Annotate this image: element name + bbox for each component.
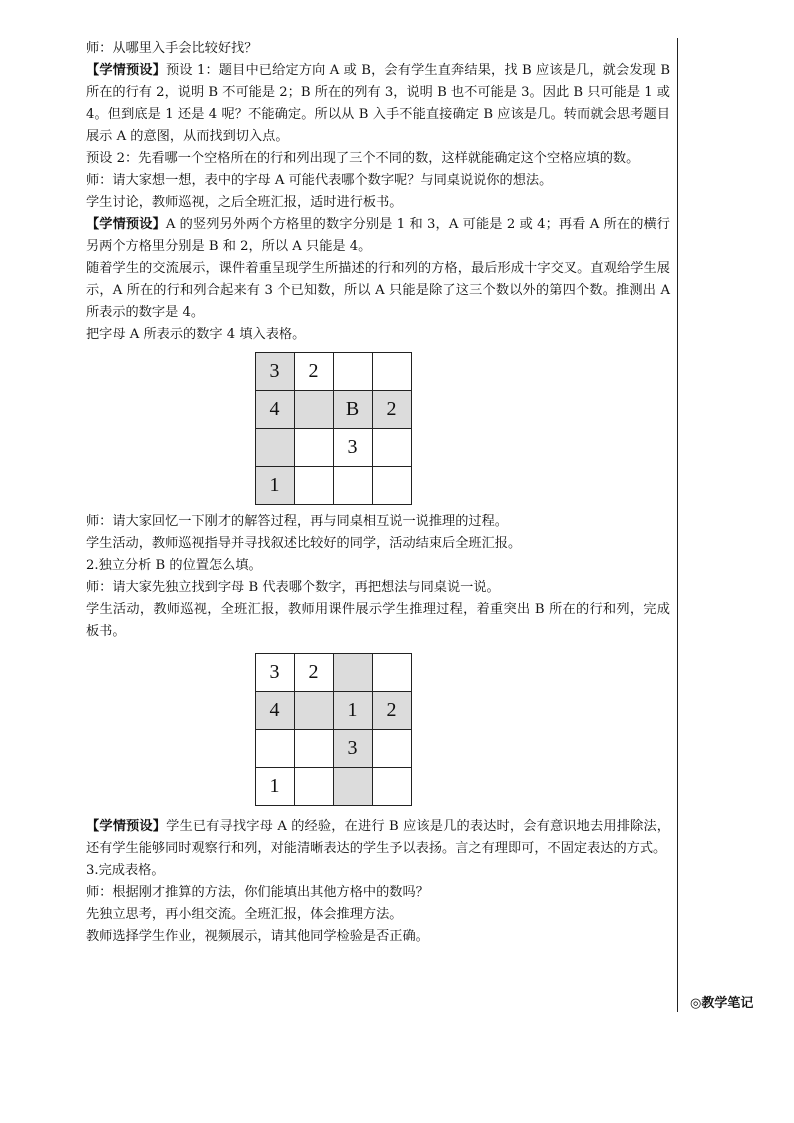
paragraph-text: 师：从哪里入手会比较好找？ [86, 41, 258, 56]
paragraph-text: 3.完成表格。 [86, 863, 165, 878]
grid-cell: 4 [255, 391, 294, 429]
paragraph-text: 师：请大家回忆一下刚才的解答过程，再与同桌相互说一说推理的过程。 [86, 514, 508, 529]
grid-cell [372, 654, 411, 692]
paragraph [86, 511, 670, 533]
grid-row [255, 391, 411, 429]
grid-row [255, 692, 411, 730]
paragraph-text: 教师选择学生作业，视频展示，请其他同学检验是否正确。 [86, 929, 429, 944]
paragraph-text: 预设 2：先看哪一个空格所在的行和列出现了三个不同的数，这样就能确定这个空格应填的数。 [86, 151, 640, 166]
teaching-notes-label: ◎教学笔记 [690, 996, 754, 1011]
grid-row [255, 353, 411, 391]
paragraph-text: 学生活动，教师巡视，全班汇报，教师用课件展示学生推理过程，着重突出 B 所在的行和列，完成板书。 [86, 602, 670, 639]
paragraph [86, 555, 670, 577]
grid-cell [294, 467, 333, 505]
grid-cell [294, 768, 333, 806]
paragraph [86, 860, 670, 882]
grid-cell [294, 692, 333, 730]
grid-cell [333, 353, 372, 391]
paragraph [86, 926, 670, 948]
grid-cell: 2 [294, 353, 333, 391]
grid-row [255, 429, 411, 467]
grid-row [255, 768, 411, 806]
preset-tag: 【学情预设】 [86, 217, 166, 232]
paragraph-text: A 的竖列另外两个方格里的数字分别是 1 和 3，A 可能是 2 或 4；再看 A 所在的横行另两个方格里分别是 B 和 2，所以 A 只能是 4。 [86, 217, 670, 254]
grid-cell: 2 [372, 391, 411, 429]
paragraph [86, 214, 670, 258]
grid-cell [294, 429, 333, 467]
grid-cell: 4 [255, 692, 294, 730]
grid-row [255, 730, 411, 768]
paragraph [86, 170, 670, 192]
paragraph [86, 38, 670, 60]
sudoku-grid-1 [255, 352, 412, 505]
section-b [86, 511, 670, 643]
paragraph-text: 学生已有寻找字母 A 的经验，在进行 B 应该是几的表达时，会有意识地去用排除法，还有学生能够同时观察行和列，对能清晰表达的学生予以表扬。言之有理即可，不固定表达的方式。 [86, 819, 670, 856]
paragraph [86, 882, 670, 904]
paragraph [86, 577, 670, 599]
grid-cell: 1 [255, 768, 294, 806]
grid-cell: 2 [294, 654, 333, 692]
grid-cell [255, 429, 294, 467]
section-a [86, 38, 670, 346]
paragraph-text: 师：请大家先独立找到字母 B 代表哪个数字，再把想法与同桌说一说。 [86, 580, 500, 595]
grid-cell: 3 [333, 730, 372, 768]
paragraph [86, 148, 670, 170]
paragraph-text: 2.独立分析 B 的位置怎么填。 [86, 558, 262, 573]
margin-divider-line [677, 38, 678, 1012]
sudoku-grid-2 [255, 653, 412, 806]
grid-cell [372, 730, 411, 768]
grid-cell [255, 730, 294, 768]
grid-cell [372, 429, 411, 467]
grid-cell: B [333, 391, 372, 429]
grid-row [255, 654, 411, 692]
paragraph [86, 258, 670, 324]
grid-1-wrap [86, 352, 670, 505]
grid-cell [333, 654, 372, 692]
lesson-body [86, 38, 670, 948]
grid-cell: 3 [255, 654, 294, 692]
paragraph-text: 预设 1：题目中已给定方向 A 或 B，会有学生直奔结果，找 B 应该是几，就会发现 B 所在的行有 2，说明 B 不可能是 2；B 所在的列有 3，说明 B 也不可能是 3。因此 B 只可能是 1 或 4。但到底是 1 还是 4 呢？不能确定。所以从 B 入手不能直接确定 B 应该是几。转而就会思考题目展示 A 的意图，从而找到切入点。 [86, 63, 671, 144]
paragraph-text: 把字母 A 所表示的数字 4 填入表格。 [86, 327, 306, 342]
paragraph [86, 533, 670, 555]
paragraph [86, 324, 670, 346]
grid-row [255, 467, 411, 505]
grid-cell: 3 [333, 429, 372, 467]
paragraph-text: 师：根据刚才推算的方法，你们能填出其他方格中的数吗？ [86, 885, 429, 900]
paragraph [86, 60, 670, 148]
grid-cell: 1 [333, 692, 372, 730]
grid-cell: 2 [372, 692, 411, 730]
preset-tag: 【学情预设】 [86, 63, 166, 78]
paragraph-text: 学生讨论，教师巡视，之后全班汇报，适时进行板书。 [86, 195, 403, 210]
grid-2-wrap [86, 653, 670, 806]
paragraph-text: 随着学生的交流展示，课件着重呈现学生所描述的行和列的方格，最后形成十字交叉。直观给学生展示，A 所在的行和列合起来有 3 个已知数，所以 A 只能是除了这三个数以外的第四个数。推测出 A 所表示的数字是 4。 [86, 261, 670, 320]
grid-cell [372, 467, 411, 505]
paragraph-text: 师：请大家想一想，表中的字母 A 可能代表哪个数字呢？与同桌说说你的想法。 [86, 173, 553, 188]
grid-cell [333, 768, 372, 806]
paragraph [86, 904, 670, 926]
grid-cell [372, 353, 411, 391]
grid-cell: 3 [255, 353, 294, 391]
grid-cell [294, 730, 333, 768]
paragraph [86, 192, 670, 214]
section-c [86, 816, 670, 948]
grid-cell [294, 391, 333, 429]
grid-cell [333, 467, 372, 505]
paragraph-text: 先独立思考，再小组交流。全班汇报，体会推理方法。 [86, 907, 403, 922]
paragraph [86, 816, 670, 860]
grid-cell: 1 [255, 467, 294, 505]
grid-cell [372, 768, 411, 806]
preset-tag: 【学情预设】 [86, 819, 167, 834]
paragraph-text: 学生活动，教师巡视指导并寻找叙述比较好的同学，活动结束后全班汇报。 [86, 536, 522, 551]
paragraph [86, 599, 670, 643]
